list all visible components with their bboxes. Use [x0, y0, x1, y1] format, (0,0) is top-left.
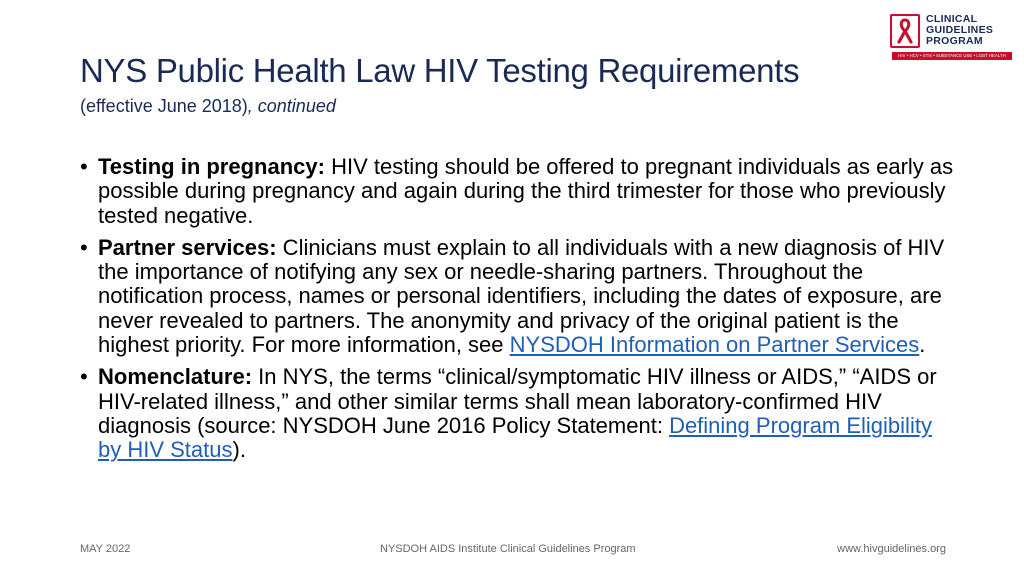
footer-program: NYSDOH AIDS Institute Clinical Guidelines Program	[380, 543, 636, 555]
clinical-guidelines-logo	[890, 14, 1014, 64]
bullet-text: HIV testing should be offered to pregnant individuals as early as possible during pregnancy and again during the third trimester for those who previously tested negative.	[98, 154, 954, 228]
footer-website: www.hivguidelines.org	[837, 543, 946, 555]
bullet-marker: •	[80, 154, 88, 179]
slide-title: NYS Public Health Law HIV Testing Requirements	[80, 52, 800, 89]
footer-date: MAY 2022	[80, 543, 131, 555]
slide-subtitle	[80, 96, 336, 117]
bullet-partner-services: • Partner services: Clinicians must explain to all individuals with a new diagnosis of HIV the importance of notifying any sex or needle-sharing partners. Throughout the notification process, names or personal identifiers, including the dates of exposure, are never revealed to partners. The anonymity and privacy of the original patient is the highest priority. For more information, see NYSDOH Information on Partner Services.	[80, 234, 945, 358]
bullet-label: Nomenclature:	[98, 364, 253, 390]
bullet-list	[80, 155, 960, 463]
bullet-text: In NYS, the terms “clinical/symptomatic HIV illness or AIDS,” “AIDS or HIV-related illness,” and other similar terms shall mean laboratory-confirmed HIV diagnosis (source: NYSDOH June 2016 Policy Statement:	[98, 364, 937, 438]
bullet-testing-in-pregnancy	[80, 155, 960, 228]
bullet-marker: •	[80, 364, 88, 390]
slide-body	[80, 155, 960, 471]
bullet-marker: •	[80, 234, 88, 260]
subtitle-effective-date: (effective June 2018)	[80, 96, 248, 116]
red-ribbon-icon	[890, 14, 920, 48]
bullet-nomenclature: • Nomenclature: In NYS, the terms “clinical/symptomatic HIV illness or AIDS,” “AIDS or HIV-related illness,” and other similar terms shall mean laboratory-confirmed HIV diagnosis (source: NYSDOH June 2016 Policy Statement: Defining Program Eligibility by HIV Status).	[80, 364, 937, 463]
logo-wordmark: CLINICAL GUIDELINES PROGRAM	[926, 13, 994, 47]
program-eligibility-link[interactable]: Defining Program Eligibility by HIV Status	[98, 412, 932, 463]
subtitle-continued: , continued	[247, 96, 336, 116]
partner-services-link[interactable]: NYSDOH Information on Partner Services	[509, 332, 920, 358]
bullet-label: Testing in pregnancy:	[98, 154, 325, 179]
bullet-label: Partner services:	[98, 234, 277, 260]
logo-tagline: HIV • HCV • STIs • SUBSTANCE USE • LGBT HEALTH	[892, 52, 1012, 60]
bullet-text: Clinicians must explain to all individuals with a new diagnosis of HIV the importance of notifying any sex or needle-sharing partners. Throughout the notification process, names or personal identifiers, including the dates of exposure, are never revealed to partners. The anonymity and privacy of the original patient is the highest priority. For more information, see	[98, 234, 945, 358]
